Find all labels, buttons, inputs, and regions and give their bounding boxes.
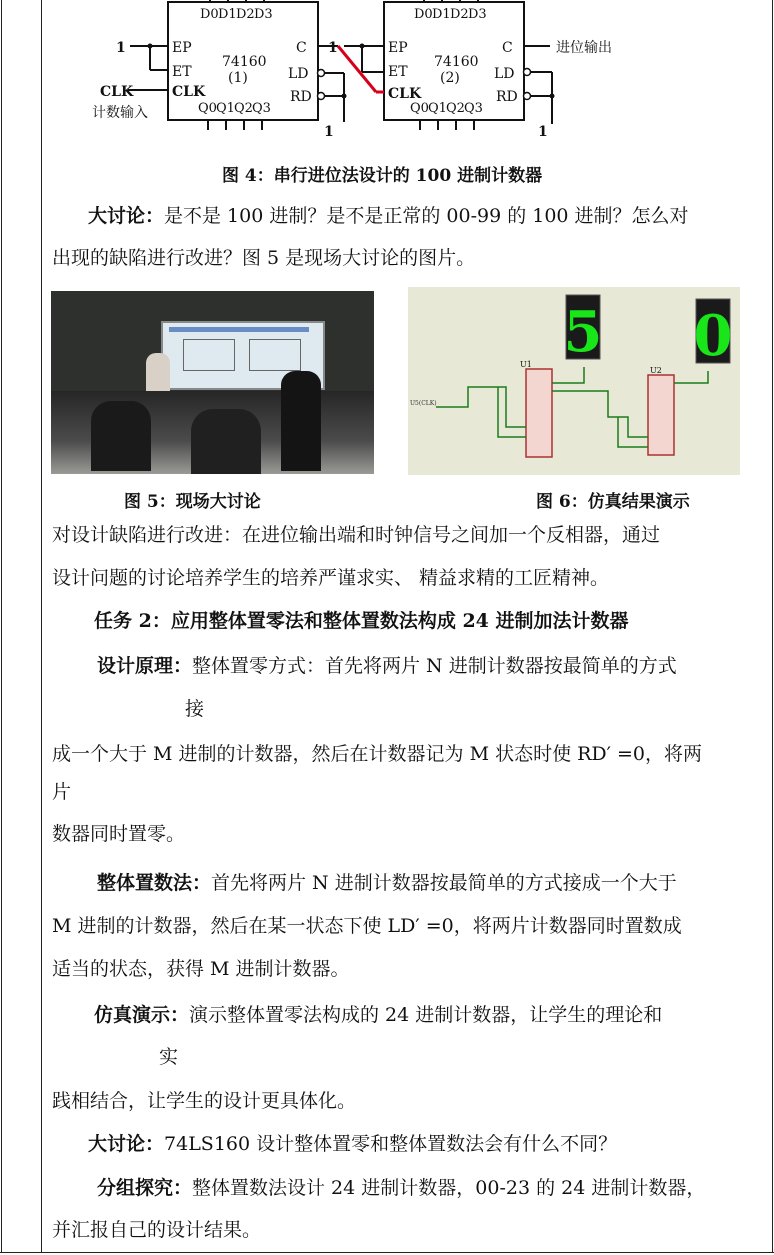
display-left-digit: 5	[563, 299, 603, 365]
discussion2-line	[88, 1131, 617, 1157]
group-line1	[97, 1175, 705, 1201]
table-border-right	[772, 0, 773, 1252]
figure5-classroom-photo	[51, 291, 374, 474]
chip1-c: C	[296, 40, 307, 56]
chip1-ld: LD	[288, 66, 309, 82]
principle-line1	[97, 653, 677, 679]
chip2-q0: Q0	[410, 101, 429, 116]
principle-line2: 接	[185, 698, 205, 720]
chip2-q3: Q3	[464, 101, 483, 116]
chip1-rd-one: 1	[324, 124, 334, 140]
figure4-circuit-diagram	[88, 0, 648, 150]
chip1-et: ET	[172, 64, 192, 80]
para2-line2: 设计问题的讨论培养学生的培养严谨求实、 精益求精的工匠精神。	[52, 567, 610, 589]
chip1-d3: D3	[254, 7, 273, 22]
figure4-caption: 图 4：串行进位法设计的 100 进制计数器	[222, 166, 543, 186]
figure5-caption: 图 5：现场大讨论	[124, 492, 261, 512]
clk-source-label: U5(CLK)	[410, 400, 437, 407]
chip2-index: (2)	[440, 70, 460, 86]
para1-line2: 出现的缺陷进行改进？图 5 是现场大讨论的图片。	[52, 247, 476, 269]
chip2-d1: D1	[432, 7, 451, 22]
figure6-caption: 图 6：仿真结果演示	[536, 492, 690, 512]
principle-label: 设计原理：	[97, 655, 193, 677]
chip1-rd: RD	[290, 89, 312, 105]
para2-line1: 对设计缺陷进行改进：在进位输出端和时钟信号之间加一个反相器，通过	[52, 524, 661, 546]
chip2-d3: D3	[468, 7, 487, 22]
display-right-digit: 0	[693, 303, 733, 369]
chip1-ep-one: 1	[116, 40, 126, 56]
group-label: 分组探究：	[97, 1177, 193, 1199]
principle-line3: 成一个大于 M 进制的计数器，然后在计数器记为 M 状态时使 RD′ =0，将两	[52, 743, 703, 765]
chip1-ep: EP	[172, 40, 192, 56]
table-border-bottom	[0, 1252, 774, 1253]
count-input-label: 计数输入	[92, 105, 148, 121]
chip1-d1: D1	[218, 7, 237, 22]
simulation-line3: 践相结合，让学生的设计更具体化。	[52, 1090, 357, 1112]
chip2-d2: D2	[450, 7, 469, 22]
chip2-et: ET	[388, 64, 408, 80]
simulation-text1: 演示整体置零法构成的 24 进制计数器，让学生的理论和	[189, 1004, 663, 1026]
group-text1: 整体置数法设计 24 进制计数器，00-23 的 24 进制计数器，	[192, 1177, 706, 1199]
preset-label: 整体置数法：	[97, 872, 212, 894]
principle-line4: 片	[52, 781, 72, 803]
chip1-q3: Q3	[252, 101, 271, 116]
simulation-line2: 实	[159, 1046, 179, 1068]
chip2-ep-one: 1	[328, 40, 338, 56]
principle-text1: 整体置零方式：首先将两片 N 进制计数器按最简单的方式	[192, 655, 677, 677]
para1-line1	[88, 203, 689, 229]
task2-title: 任务 2：应用整体置零法和整体置数法构成 24 进制加法计数器	[94, 610, 629, 632]
carry-output-label: 进位输出	[556, 40, 612, 56]
chip1-q1: Q1	[216, 101, 235, 116]
clk-input-label: CLK	[100, 84, 134, 100]
table-border-left	[1, 0, 2, 1252]
preset-line2: M 进制的计数器，然后在某一状态下使 LD′ =0，将两片计数器同时置数成	[52, 915, 682, 937]
chip2-d0: D0	[414, 7, 433, 22]
chip2-ld: LD	[494, 66, 515, 82]
chip1-index: (1)	[228, 70, 248, 86]
chip2-name: 74160	[434, 54, 479, 70]
u2-label: U2	[650, 366, 662, 375]
chip1-name: 74160	[222, 54, 267, 70]
chip2-q2: Q2	[446, 101, 465, 116]
chip2-ep: EP	[388, 40, 408, 56]
preset-text1: 首先将两片 N 进制计数器按最简单的方式接成一个大于	[211, 872, 677, 894]
chip1-d2: D2	[236, 7, 255, 22]
principle-line5: 数器同时置零。	[52, 823, 186, 845]
chip1-clk: CLK	[172, 84, 206, 100]
simulation-line1	[94, 1002, 662, 1028]
chip2-c: C	[502, 40, 513, 56]
chip2-rd-one: 1	[538, 124, 548, 140]
para1-label: 大讨论：	[88, 205, 165, 227]
chip2-clk: CLK	[388, 86, 422, 102]
u1-label: U1	[520, 360, 532, 369]
discussion2-text: 74LS160 设计整体置零和整体置数法会有什么不同？	[164, 1133, 618, 1155]
chip1-q0: Q0	[198, 101, 217, 116]
preset-line1	[97, 870, 677, 896]
simulation-label: 仿真演示：	[94, 1004, 190, 1026]
discussion2-label: 大讨论：	[88, 1133, 165, 1155]
para1-text1: 是不是 100 进制？是不是正常的 00-99 的 100 进制？怎么对	[164, 205, 689, 227]
chip1-q2: Q2	[234, 101, 253, 116]
figure6-simulation-screenshot	[408, 287, 740, 475]
preset-line3: 适当的状态，获得 M 进制计数器。	[52, 958, 350, 980]
table-border-inner	[41, 0, 42, 1252]
chip2-q1: Q1	[428, 101, 447, 116]
group-line2: 并汇报自己的设计结果。	[52, 1219, 262, 1241]
chip1-d0: D0	[200, 7, 219, 22]
chip2-rd: RD	[496, 89, 518, 105]
